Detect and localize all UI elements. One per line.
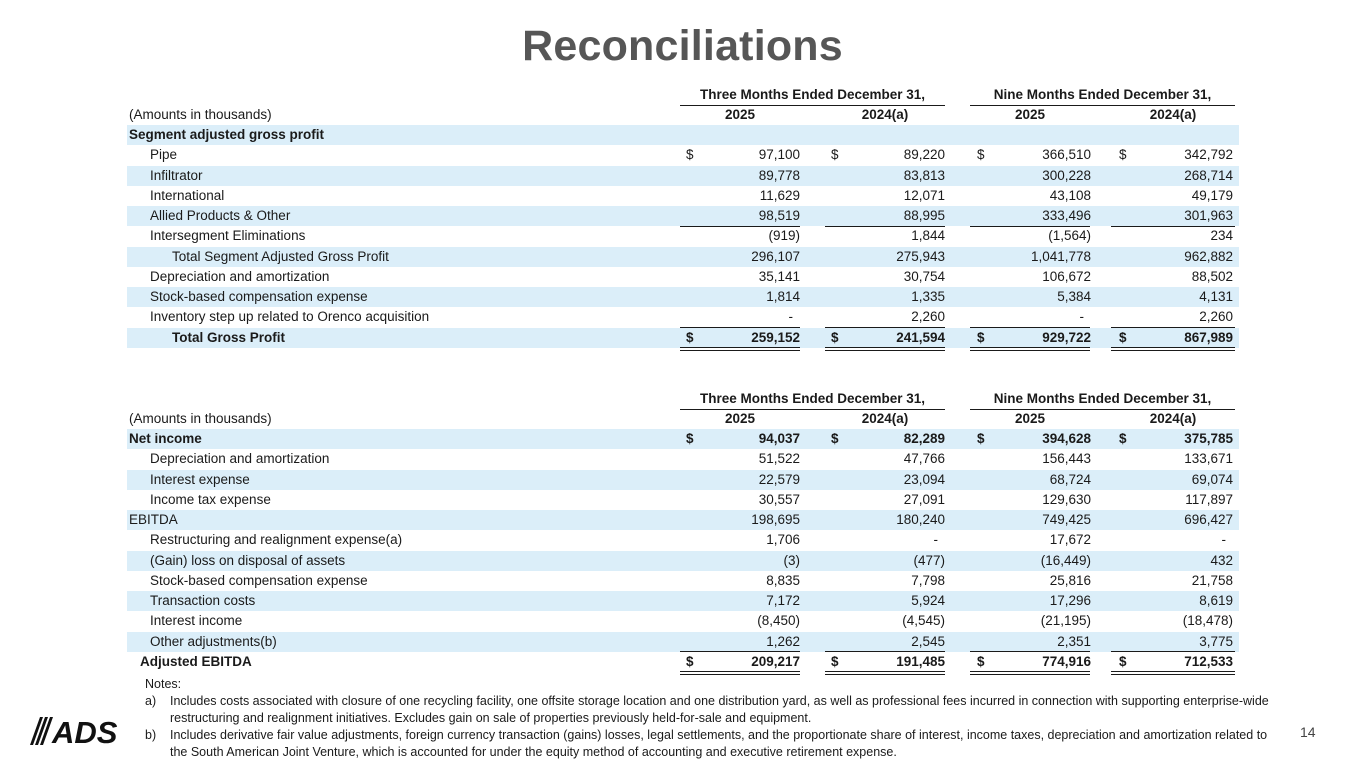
row-label: Stock-based compensation expense (150, 572, 368, 588)
value-cell: 30,557 (758, 491, 800, 507)
row-label: Net income (129, 431, 202, 446)
value-cell: 23,094 (903, 471, 945, 487)
value-cell: 774,916 (1042, 653, 1091, 669)
value-cell: 106,672 (1042, 268, 1091, 284)
value-cell: 17,672 (1049, 532, 1091, 548)
page-title: Reconciliations (522, 22, 843, 70)
table-row (127, 145, 1239, 165)
value-cell: 296,107 (751, 248, 800, 264)
table-row (127, 307, 1239, 327)
row-label: Depreciation and amortization (150, 268, 330, 284)
row-label: Restructuring and realignment expense(a) (150, 532, 403, 548)
notes-heading: Notes: (145, 677, 182, 691)
value-cell: 3,775 (1199, 633, 1233, 649)
row-label: Income tax expense (150, 491, 271, 507)
value-cell: 43,108 (1049, 187, 1091, 203)
table-row (127, 267, 1239, 287)
value-cell: 1,335 (911, 289, 945, 304)
value-cell: 2,260 (1199, 309, 1233, 325)
table-row (127, 611, 1239, 631)
total-top-rule (1111, 651, 1235, 652)
units-label: (Amounts in thousands) (129, 411, 272, 426)
note-b (145, 727, 1275, 761)
row-label: Total Gross Profit (172, 329, 286, 345)
currency-sign: $ (831, 147, 839, 163)
note-marker: b) (145, 728, 157, 742)
value-cell: 82,289 (903, 431, 945, 446)
total-double-rule (970, 347, 1090, 351)
value-cell: (1,564) (1048, 228, 1091, 244)
group-header: Nine Months Ended December 31, (993, 391, 1212, 406)
value-cell: 88,995 (903, 208, 945, 223)
value-cell: 962,882 (1184, 248, 1233, 264)
value-cell: 133,671 (1184, 451, 1233, 467)
value-cell: 1,041,778 (1030, 248, 1091, 264)
value-cell: (18,478) (1182, 613, 1233, 629)
total-double-rule (970, 671, 1090, 675)
value-cell: 30,754 (903, 268, 945, 284)
value-cell: 375,785 (1184, 431, 1233, 446)
row-label: Infiltrator (150, 167, 203, 183)
value-cell: 198,695 (751, 512, 800, 527)
table-row (127, 591, 1239, 611)
value-cell: 1,814 (766, 289, 800, 304)
row-label: (Gain) loss on disposal of assets (150, 552, 346, 568)
ads-logo (30, 716, 122, 746)
row-label: International (150, 187, 225, 203)
value-cell: 22,579 (758, 471, 800, 487)
table-row (127, 247, 1239, 267)
group-header: Three Months Ended December 31, (699, 391, 926, 406)
currency-sign: $ (831, 329, 839, 345)
currency-sign: $ (977, 653, 985, 669)
value-cell: 25,816 (1049, 572, 1091, 588)
column-header: 2024(a) (1149, 107, 1197, 122)
currency-sign: $ (977, 431, 985, 446)
currency-sign: $ (686, 653, 694, 669)
currency-sign: $ (686, 431, 694, 446)
table-row (127, 328, 1239, 348)
table-row (127, 490, 1239, 510)
total-top-rule (825, 327, 945, 328)
value-cell: 180,240 (896, 512, 945, 527)
value-cell: 929,722 (1042, 329, 1091, 345)
value-cell: 1,706 (766, 532, 800, 548)
value-cell: 333,496 (1042, 208, 1091, 223)
value-cell: 867,989 (1184, 329, 1233, 345)
value-cell: (4,545) (902, 613, 945, 629)
currency-sign: $ (977, 329, 985, 345)
total-top-rule (825, 651, 945, 652)
value-cell: 268,714 (1184, 167, 1233, 183)
table-row (127, 125, 1239, 145)
currency-sign: $ (1119, 329, 1127, 345)
currency-sign: $ (1119, 147, 1127, 163)
column-header: 2025 (1014, 411, 1046, 426)
column-header: 2024(a) (1149, 411, 1197, 426)
value-cell: 241,594 (896, 329, 945, 345)
value-cell: 5,384 (1057, 289, 1091, 304)
currency-sign: $ (686, 147, 694, 163)
table-row (127, 551, 1239, 571)
column-header: 2025 (1014, 107, 1046, 122)
note-marker: a) (145, 694, 157, 708)
value-cell: - (1221, 532, 1226, 548)
value-cell: 88,502 (1191, 268, 1233, 284)
value-cell: 17,296 (1049, 593, 1091, 608)
row-label: Stock-based compensation expense (150, 289, 368, 304)
table-row (127, 632, 1239, 652)
value-cell: (477) (913, 552, 945, 568)
value-cell: 5,924 (911, 593, 945, 608)
table-row (127, 186, 1239, 206)
value-cell: 97,100 (758, 147, 800, 163)
table-row (127, 166, 1239, 186)
value-cell: 1,262 (766, 633, 800, 649)
table-row (127, 287, 1239, 307)
value-cell: 432 (1210, 552, 1233, 568)
value-cell: - (933, 532, 938, 548)
table-row (127, 206, 1239, 226)
value-cell: 35,141 (758, 268, 800, 284)
currency-sign: $ (831, 431, 839, 446)
column-header: 2025 (724, 107, 756, 122)
units-label: (Amounts in thousands) (129, 107, 272, 122)
value-cell: 2,260 (911, 309, 945, 325)
total-double-rule (1111, 671, 1235, 675)
column-header: 2024(a) (861, 411, 909, 426)
value-cell: 301,963 (1184, 208, 1233, 223)
value-cell: 712,533 (1184, 653, 1233, 669)
value-cell: 47,766 (903, 451, 945, 467)
currency-sign: $ (686, 329, 694, 345)
total-top-rule (680, 327, 800, 328)
value-cell: 749,425 (1042, 512, 1091, 527)
value-cell: (16,449) (1040, 552, 1091, 568)
value-cell: 21,758 (1191, 572, 1233, 588)
value-cell: 696,427 (1184, 512, 1233, 527)
table-row (127, 510, 1239, 530)
total-top-rule (970, 327, 1090, 328)
value-cell: 366,510 (1042, 147, 1091, 163)
page-number: 14 (1300, 724, 1316, 740)
currency-sign: $ (977, 147, 985, 163)
value-cell: 7,798 (911, 572, 945, 588)
currency-sign: $ (1119, 653, 1127, 669)
value-cell: 259,152 (751, 329, 800, 345)
row-label: Inventory step up related to Orenco acquisition (150, 309, 430, 325)
value-cell: 69,074 (1191, 471, 1233, 487)
note-a (145, 693, 1275, 727)
currency-sign: $ (831, 653, 839, 669)
value-cell: 209,217 (751, 653, 800, 669)
currency-sign: $ (1119, 431, 1127, 446)
total-double-rule (1111, 347, 1235, 351)
note-text: Includes derivative fair value adjustments, foreign currency transaction (gains) losses, legal settlements, and the proportionate share of interest, income taxes, depreciation and amortization related to the South American Joint Venture, which is accounted for under the equity method of accounting and executive retirement expense. (170, 728, 1268, 759)
value-cell: 68,724 (1049, 471, 1091, 487)
table-row (127, 530, 1239, 550)
row-label: Pipe (150, 147, 178, 163)
column-header: 2024(a) (861, 107, 909, 122)
row-label: Depreciation and amortization (150, 451, 330, 467)
value-cell: 83,813 (903, 167, 945, 183)
logo-text: ADS (52, 716, 118, 746)
table-row (127, 226, 1239, 246)
table-row (127, 429, 1239, 449)
value-cell: - (1079, 309, 1084, 325)
value-cell: 129,630 (1042, 491, 1091, 507)
value-cell: 98,519 (758, 208, 800, 223)
value-cell: 49,179 (1191, 187, 1233, 203)
value-cell: 191,485 (896, 653, 945, 669)
row-label: Adjusted EBITDA (140, 653, 252, 669)
value-cell: 2,545 (911, 633, 945, 649)
value-cell: (8,450) (757, 613, 800, 629)
note-text: Includes costs associated with closure of one recycling facility, one offsite storage location and one distribution yard, as well as professional fees incurred in connection with supporting enterprise-wide restructuring and realignment initiatives. Excludes gain on sale of properties previously held-for-sale and equipment. (170, 694, 1269, 725)
value-cell: 300,228 (1042, 167, 1091, 183)
notes-section (145, 676, 1275, 761)
value-cell: 7,172 (766, 593, 800, 608)
value-cell: 4,131 (1199, 289, 1233, 304)
value-cell: 342,792 (1184, 147, 1233, 163)
value-cell: 156,443 (1042, 451, 1091, 467)
value-cell: (3) (783, 552, 800, 568)
total-double-rule (825, 347, 945, 351)
column-header: 2025 (724, 411, 756, 426)
value-cell: 94,037 (758, 431, 800, 446)
value-cell: 11,629 (759, 187, 800, 203)
row-label: Intersegment Eliminations (150, 228, 306, 244)
value-cell: 2,351 (1057, 633, 1091, 649)
table-row (127, 652, 1239, 672)
value-cell: 89,220 (903, 147, 945, 163)
value-cell: 8,619 (1199, 593, 1233, 608)
value-cell: 8,835 (766, 572, 800, 588)
group-header: Nine Months Ended December 31, (993, 87, 1212, 102)
value-cell: 12,071 (903, 187, 945, 203)
value-cell: 27,091 (903, 491, 945, 507)
value-cell: (21,195) (1040, 613, 1091, 629)
value-cell: 51,522 (758, 451, 800, 467)
value-cell: 234 (1210, 228, 1233, 244)
value-cell: 89,778 (758, 167, 800, 183)
row-label: Segment adjusted gross profit (129, 127, 325, 142)
row-label: Transaction costs (150, 593, 256, 608)
row-label: EBITDA (129, 512, 178, 527)
row-label: Other adjustments(b) (150, 633, 277, 649)
row-label: Total Segment Adjusted Gross Profit (172, 248, 389, 264)
table-row (127, 470, 1239, 490)
value-cell: 394,628 (1042, 431, 1091, 446)
group-header: Three Months Ended December 31, (699, 87, 926, 102)
total-double-rule (825, 671, 945, 675)
value-cell: 1,844 (911, 228, 945, 244)
total-double-rule (680, 671, 800, 675)
row-label: Allied Products & Other (150, 208, 291, 223)
row-label: Interest income (150, 613, 243, 629)
value-cell: (919) (768, 228, 800, 244)
total-top-rule (680, 651, 800, 652)
row-label: Interest expense (150, 471, 250, 487)
total-double-rule (680, 347, 800, 351)
table-row (127, 449, 1239, 469)
total-top-rule (1111, 327, 1235, 328)
value-cell: 117,897 (1185, 491, 1233, 507)
value-cell: 275,943 (896, 248, 945, 264)
table-row (127, 571, 1239, 591)
total-top-rule (970, 651, 1090, 652)
value-cell: - (788, 309, 793, 325)
